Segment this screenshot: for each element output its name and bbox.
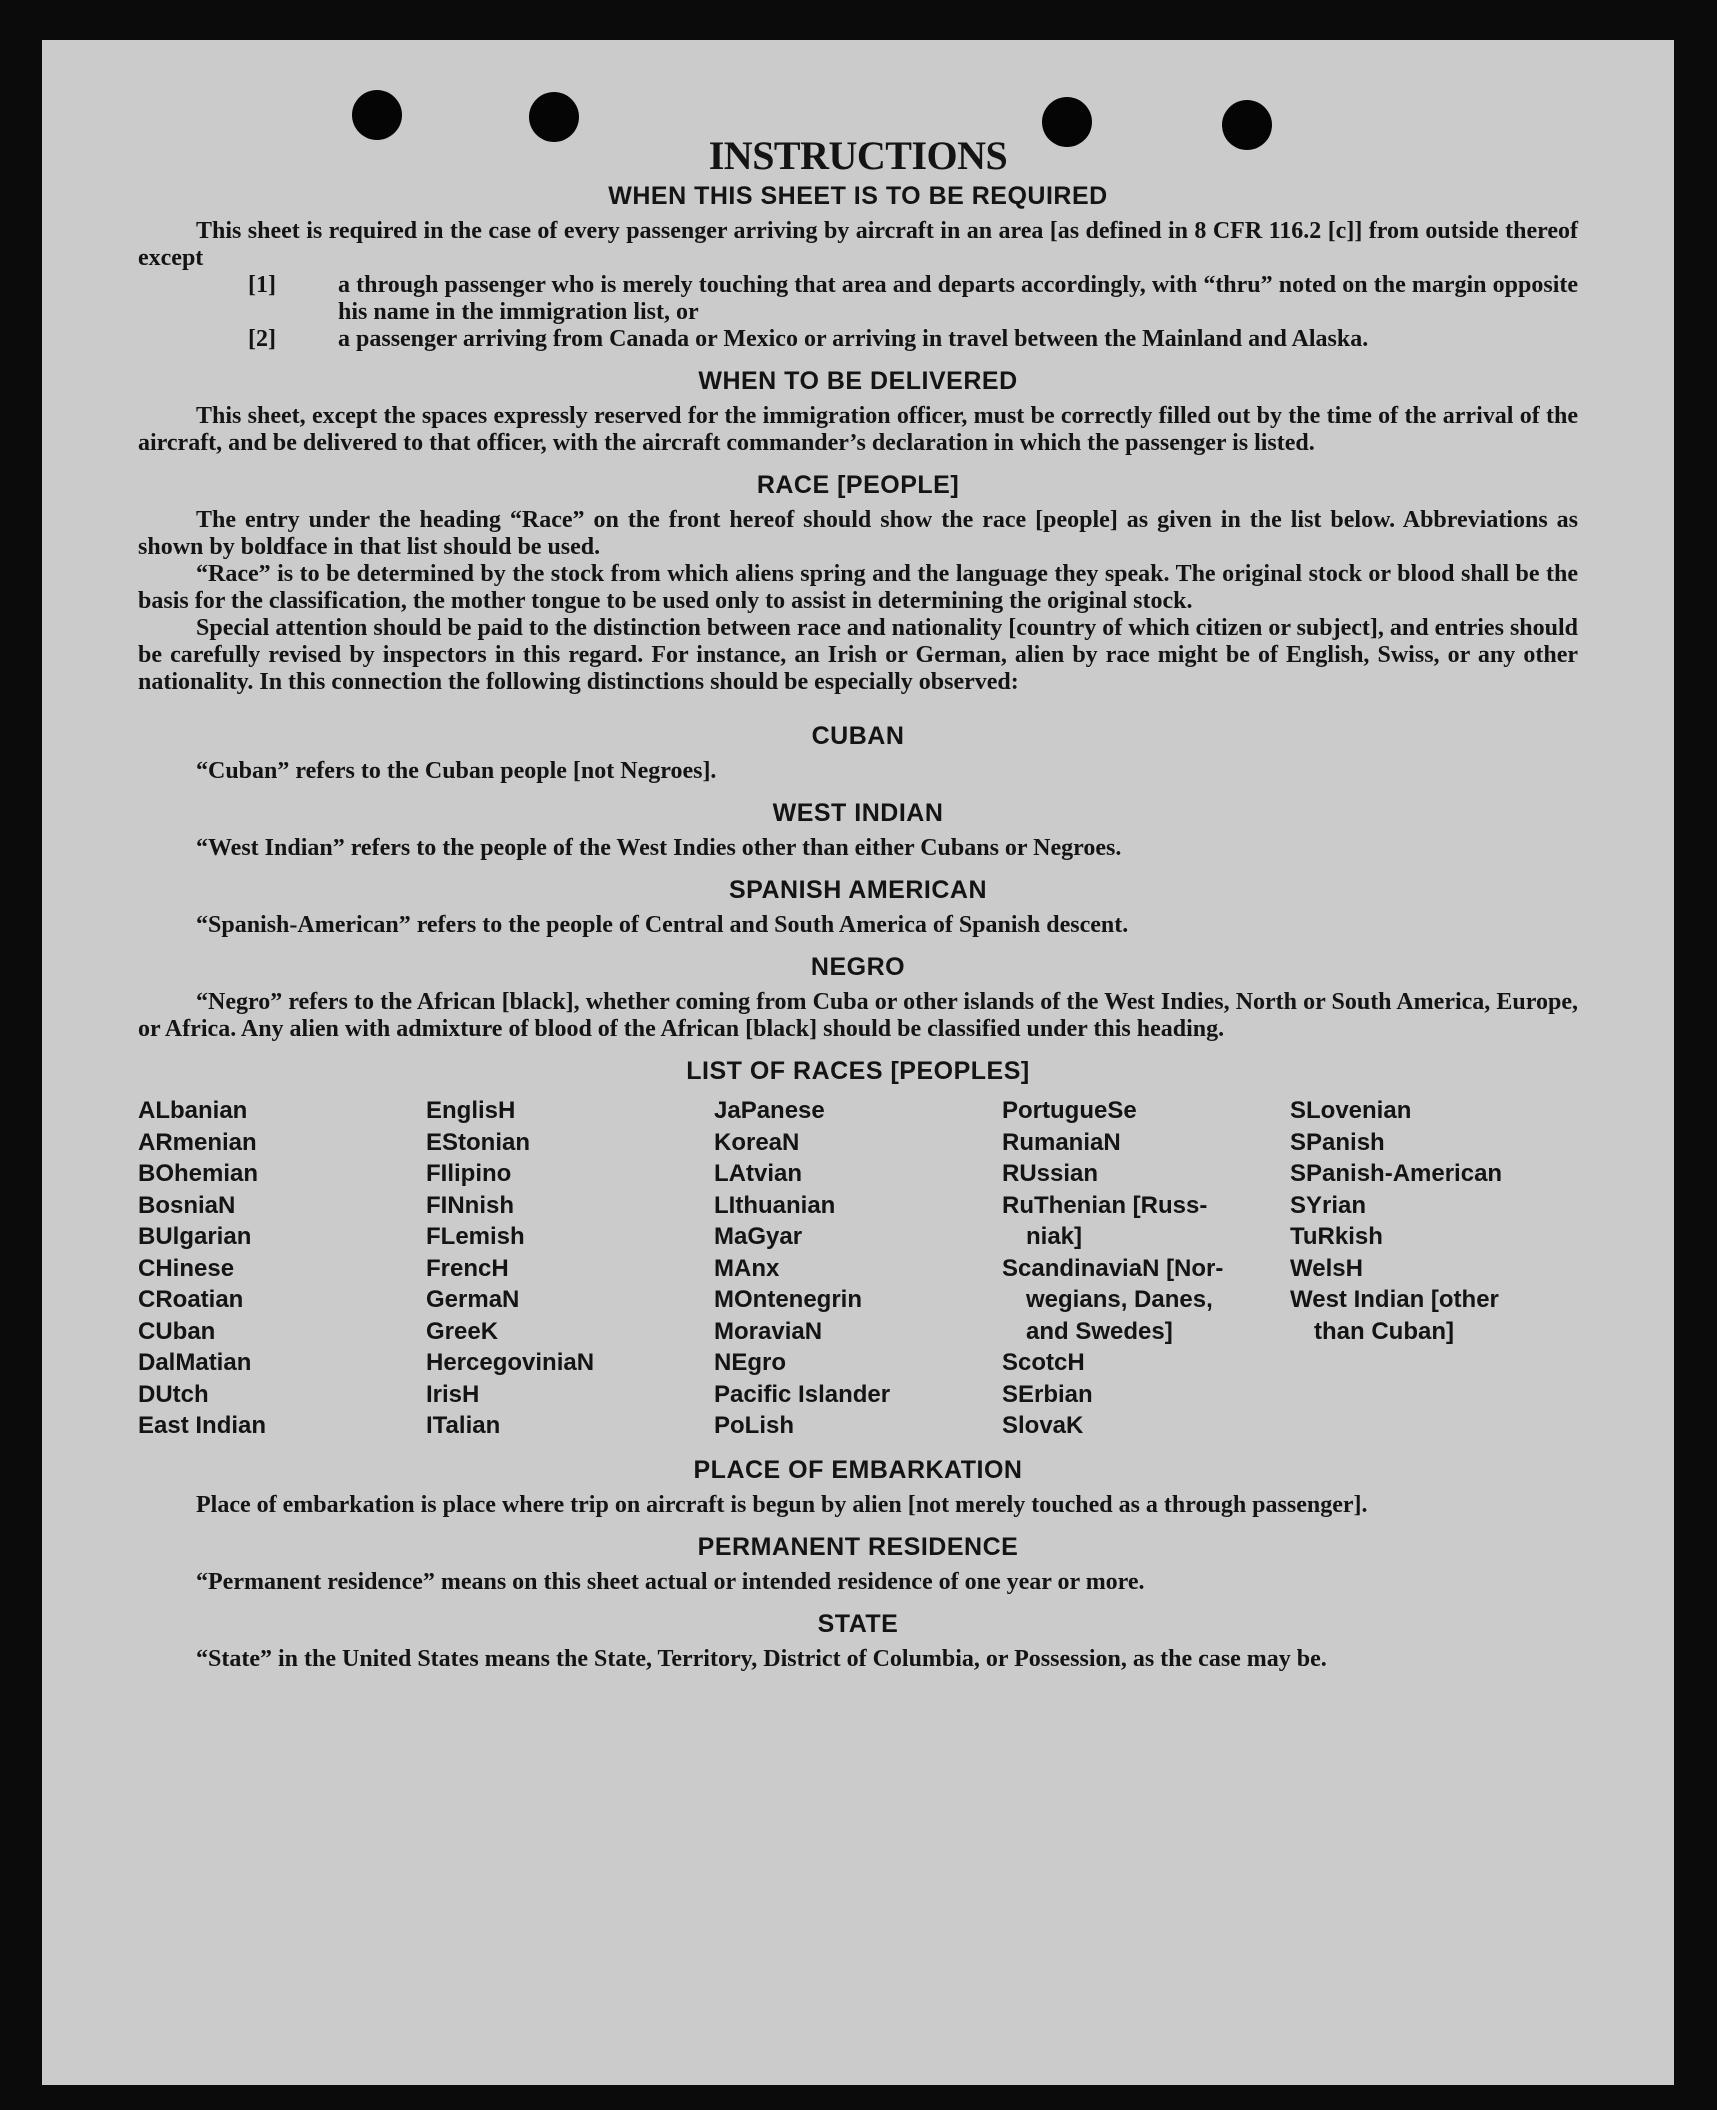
- race-entry: RumaniaN: [1002, 1128, 1121, 1156]
- state-text: “State” in the United States means the State, Territory, District of Columbia, or Possession, as the case may be.: [196, 1645, 1327, 1672]
- section-heading-delivered: WHEN TO BE DELIVERED: [698, 367, 1018, 395]
- spanish-american-text: “Spanish-American” refers to the people of Central and South America of Spanish descent.: [196, 912, 1129, 938]
- section-heading-required: WHEN THIS SHEET IS TO BE REQUIRED: [608, 182, 1108, 210]
- race-entry: BUlgarian: [138, 1223, 252, 1250]
- section-heading-state: STATE: [817, 1609, 899, 1638]
- race-entry: SPanish: [1290, 1128, 1385, 1156]
- race-entry: GreeK: [426, 1317, 499, 1345]
- race-paragraph: “Race” is to be determined by the stock from which aliens spring and the language they speak. The original stock or blood shall be the basis for the classification, the mother tongue to be used only to assist in determining the original stock.: [138, 561, 1578, 614]
- section-heading-race: RACE [PEOPLE]: [756, 471, 960, 499]
- race-entry-continuation: niak]: [1026, 1223, 1083, 1250]
- race-entry: East Indian: [138, 1412, 267, 1439]
- race-entry: ScotcH: [1002, 1349, 1085, 1376]
- race-entry: CRoatian: [138, 1286, 244, 1313]
- document-sheet: [42, 40, 1674, 2085]
- race-entry: EStonian: [426, 1128, 531, 1156]
- race-entry: ARmenian: [138, 1128, 257, 1156]
- races-column-3: [714, 1095, 1002, 1442]
- section-heading-residence: PERMANENT RESIDENCE: [697, 1532, 1019, 1561]
- race-entry: MOntenegrin: [714, 1286, 862, 1313]
- exception-text: a through passenger who is merely touching that area and departs accordingly, with “thru” noted on the margin opposite his name in the immigration list, or: [338, 272, 1578, 325]
- race-entry: SlovaK: [1002, 1412, 1084, 1439]
- race-entry: TuRkish: [1290, 1223, 1383, 1250]
- races-list: [138, 1095, 1578, 1442]
- race-entry: ITalian: [426, 1412, 501, 1439]
- delivered-text: This sheet, except the spaces expressly reserved for the immigration officer, must be correctly filled out by the time of the arrival of the aircraft, and be delivered to that officer, with the aircraft commander’s declaration in which the passenger is listed.: [138, 403, 1578, 456]
- race-entry: RUssian: [1002, 1160, 1099, 1187]
- races-column-1: [138, 1095, 426, 1442]
- exception-number: [1]: [248, 272, 276, 298]
- race-entry: IrisH: [426, 1380, 480, 1408]
- race-entry: FrencH: [426, 1254, 509, 1282]
- exception-item: [138, 326, 1578, 353]
- race-entry: SErbian: [1002, 1380, 1093, 1408]
- race-entry: West Indian [other: [1290, 1286, 1499, 1313]
- race-entry: EnglisH: [426, 1097, 516, 1124]
- instructions-content: [138, 132, 1578, 1673]
- negro-text: “Negro” refers to the African [black], whether coming from Cuba or other islands of the West Indies, North or South America, Europe, or Africa. Any alien with admixture of blood of the African [black] should be classified under this heading.: [138, 989, 1578, 1042]
- race-entry: Pacific Islander: [714, 1380, 891, 1408]
- west-indian-text: “West Indian” refers to the people of the West Indies other than either Cubans or Negroes.: [196, 835, 1122, 861]
- cuban-text: “Cuban” refers to the Cuban people [not Negroes].: [196, 758, 717, 784]
- race-entry: MoraviaN: [714, 1317, 823, 1345]
- race-entry: NEgro: [714, 1349, 786, 1376]
- section-heading-embarkation: PLACE OF EMBARKATION: [693, 1455, 1023, 1484]
- race-entry: JaPanese: [714, 1097, 825, 1124]
- exception-number: [2]: [248, 326, 276, 352]
- races-column-2: [426, 1095, 714, 1442]
- races-column-4: [1002, 1095, 1290, 1442]
- races-column-5: [1290, 1095, 1578, 1442]
- race-entry: BosniaN: [138, 1191, 236, 1219]
- race-entry: WelsH: [1290, 1254, 1363, 1282]
- exception-item: [138, 272, 1578, 326]
- race-entry: HercegoviniaN: [426, 1349, 595, 1376]
- race-entry: GermaN: [426, 1286, 520, 1313]
- section-heading-west-indian: WEST INDIAN: [772, 799, 944, 827]
- race-entry: CUban: [138, 1317, 216, 1345]
- race-entry: CHinese: [138, 1254, 235, 1282]
- race-entry: ALbanian: [138, 1097, 248, 1124]
- section-heading-spanish-american: SPANISH AMERICAN: [728, 876, 987, 904]
- race-paragraph: The entry under the heading “Race” on the front hereof should show the race [people] as given in the list below. Abbreviations as shown by boldface in that list should be used.: [138, 507, 1578, 560]
- race-entry: DalMatian: [138, 1349, 252, 1376]
- race-entry: FLemish: [426, 1223, 525, 1250]
- race-entry-continuation: wegians, Danes,: [1026, 1286, 1213, 1313]
- race-entry: BOhemian: [138, 1160, 259, 1187]
- race-entry: SYrian: [1290, 1191, 1367, 1219]
- section-heading-negro: NEGRO: [810, 953, 906, 981]
- race-entry: LIthuanian: [714, 1191, 836, 1219]
- race-entry-continuation: and Swedes]: [1026, 1317, 1173, 1345]
- race-entry: LAtvian: [714, 1160, 803, 1187]
- race-entry: KoreaN: [714, 1128, 800, 1156]
- section-heading-races-list: LIST OF RACES [PEOPLES]: [686, 1057, 1030, 1085]
- race-entry: SPanish-American: [1290, 1160, 1503, 1187]
- race-entry: FIlipino: [426, 1160, 512, 1187]
- residence-text: “Permanent residence” means on this sheet actual or intended residence of one year or more.: [196, 1568, 1145, 1595]
- race-entry-continuation: than Cuban]: [1314, 1317, 1454, 1345]
- race-entry: MAnx: [714, 1254, 780, 1282]
- race-entry: DUtch: [138, 1380, 209, 1408]
- required-intro: This sheet is required in the case of every passenger arriving by aircraft in an area [as defined in 8 CFR 116.2 [c]] from outside thereof except: [138, 218, 1578, 271]
- section-heading-cuban: CUBAN: [811, 722, 905, 750]
- race-entry: ScandinaviaN [Nor-: [1002, 1254, 1224, 1282]
- race-entry: RuThenian [Russ-: [1002, 1191, 1208, 1219]
- page-title: INSTRUCTIONS: [708, 133, 1008, 178]
- race-entry: PoLish: [714, 1412, 795, 1439]
- race-entry: SLovenian: [1290, 1097, 1412, 1124]
- race-paragraph: Special attention should be paid to the distinction between race and nationality [country of which citizen or subject], and entries should be carefully revised by inspectors in this regard. For instance, an Irish or German, alien by race might be of English, Swiss, or any other nationality. In this connection the following distinctions should be especially observed:: [138, 615, 1578, 695]
- exception-text: a passenger arriving from Canada or Mexico or arriving in travel between the Mainland and Alaska.: [338, 326, 1369, 352]
- race-entry: PortugueSe: [1002, 1097, 1137, 1124]
- embarkation-text: Place of embarkation is place where trip on aircraft is begun by alien [not merely touched as a through passenger].: [196, 1491, 1368, 1518]
- race-entry: FINnish: [426, 1191, 514, 1219]
- race-entry: MaGyar: [714, 1223, 803, 1250]
